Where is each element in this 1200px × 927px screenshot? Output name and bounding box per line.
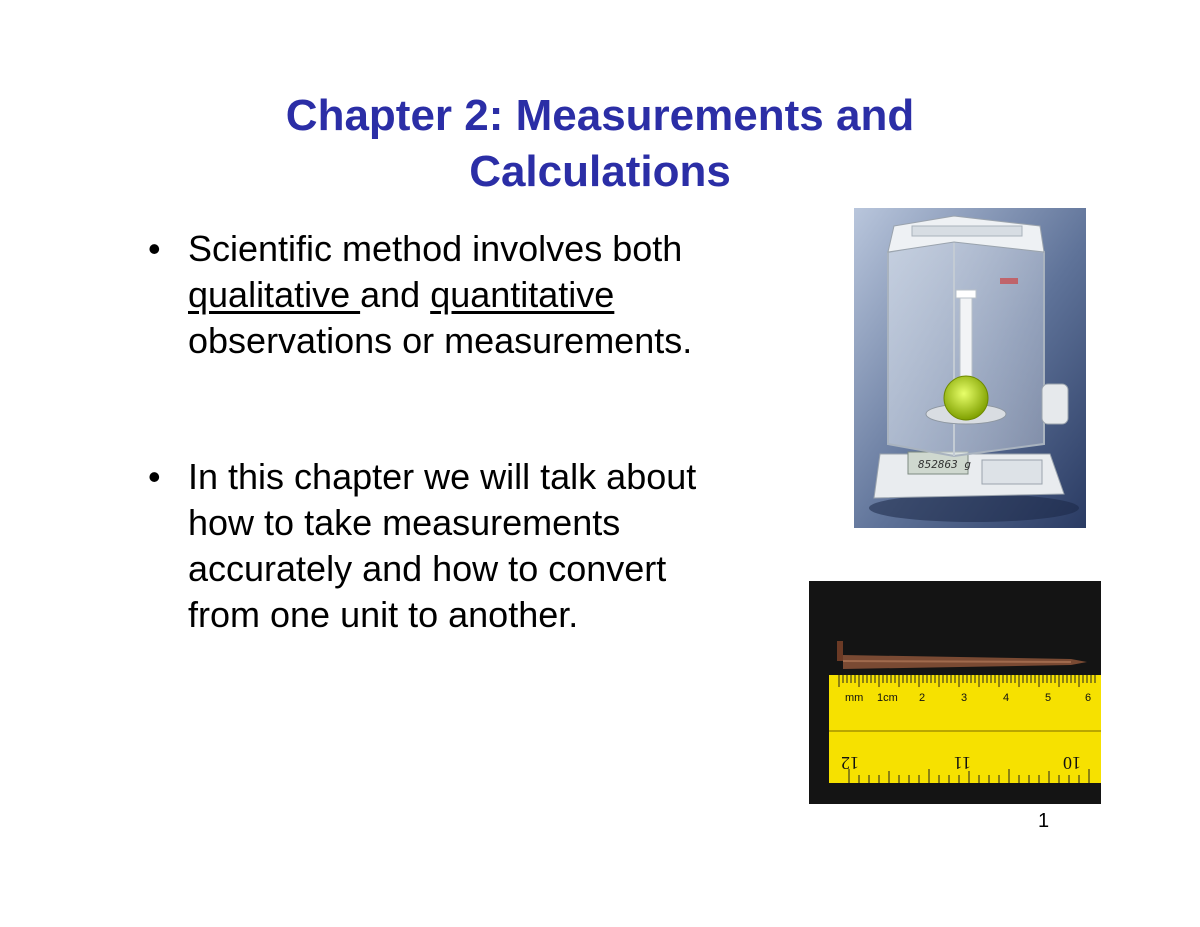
title-line-1: Chapter 2: Measurements and [285, 91, 915, 140]
ruler-label-11: 11 [953, 753, 971, 773]
bullet-dot: • [148, 456, 161, 497]
ruler-label-4: 4 [1003, 692, 1010, 704]
ruler-label-2: 2 [919, 692, 926, 704]
ruler-label-mm: mm [845, 692, 864, 704]
quantitative-term: quantitative [430, 274, 615, 315]
and-text: and [360, 274, 431, 315]
balance-readout: 852863 g [918, 458, 971, 471]
bullet-2-line-1: In this chapter we will talk about [188, 456, 697, 497]
bullet-1-line-3: observations or measurements. [188, 320, 693, 361]
bullet-2-line-2: how to take measurements [188, 502, 621, 543]
title-line-2: Calculations [469, 147, 731, 196]
bullet-1-line-2 [188, 272, 692, 318]
nail-and-ruler-photo [809, 581, 1101, 804]
slide-title [200, 88, 1000, 200]
bullet-dot: • [148, 228, 161, 269]
ruler-label-1cm: 1cm [877, 692, 898, 704]
ruler-label-12: 12 [841, 753, 859, 773]
ruler-label-10: 10 [1063, 753, 1081, 773]
bullet-2-line-4: from one unit to another. [188, 594, 579, 635]
page-number: 1 [1038, 810, 1050, 832]
ruler-label-5: 5 [1045, 692, 1052, 704]
bullet-1-line-1: Scientific method involves both [188, 228, 683, 269]
analytical-balance-photo [854, 208, 1086, 528]
ruler-label-6: 6 [1085, 692, 1092, 704]
ruler-label-3: 3 [961, 692, 968, 704]
bullet-2-line-3: accurately and how to convert [188, 548, 667, 589]
bullet-2-text [188, 454, 696, 638]
bullet-1-text [188, 226, 692, 364]
qualitative-term: qualitative [188, 274, 361, 315]
